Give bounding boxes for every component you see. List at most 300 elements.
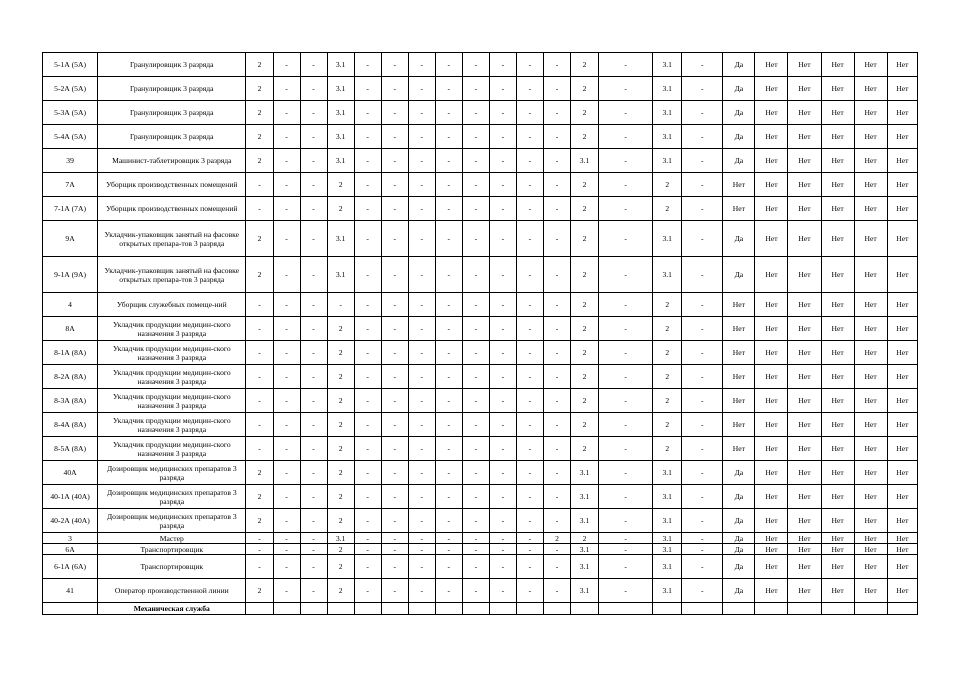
value-cell: Нет bbox=[755, 533, 788, 544]
value-cell: - bbox=[408, 101, 435, 125]
value-cell: 2 bbox=[327, 485, 354, 509]
position-name: Гранулировщик 3 разряда bbox=[98, 101, 246, 125]
value-cell: 2 bbox=[246, 461, 273, 485]
workplace-code: 8-1А (8А) bbox=[43, 341, 98, 365]
value-cell: - bbox=[246, 173, 273, 197]
value-cell: - bbox=[462, 125, 489, 149]
value-cell: 2 bbox=[246, 53, 273, 77]
section-row bbox=[43, 603, 918, 615]
value-cell: - bbox=[435, 293, 462, 317]
value-cell: 3.1 bbox=[653, 77, 682, 101]
value-cell: - bbox=[599, 101, 653, 125]
position-name: Уборщик служебных помеще-ний bbox=[98, 293, 246, 317]
workplace-code: 5-1А (5А) bbox=[43, 53, 98, 77]
value-cell: - bbox=[682, 437, 723, 461]
value-cell bbox=[821, 603, 854, 615]
value-cell: 2 bbox=[327, 389, 354, 413]
value-cell: Нет bbox=[821, 485, 854, 509]
value-cell: Да bbox=[723, 125, 755, 149]
value-cell: Нет bbox=[854, 544, 887, 555]
value-cell: - bbox=[435, 257, 462, 293]
value-cell: 2 bbox=[327, 365, 354, 389]
value-cell: Нет bbox=[821, 101, 854, 125]
value-cell: - bbox=[599, 509, 653, 533]
value-cell: - bbox=[599, 579, 653, 603]
value-cell: - bbox=[381, 125, 408, 149]
value-cell: - bbox=[462, 365, 489, 389]
table-row bbox=[43, 77, 918, 101]
value-cell: - bbox=[381, 257, 408, 293]
value-cell: - bbox=[246, 365, 273, 389]
value-cell: - bbox=[435, 317, 462, 341]
value-cell: 2 bbox=[571, 365, 599, 389]
value-cell: 2 bbox=[653, 197, 682, 221]
value-cell: - bbox=[516, 53, 543, 77]
value-cell: Нет bbox=[788, 533, 821, 544]
value-cell: - bbox=[435, 125, 462, 149]
position-name: Транспортировщик bbox=[98, 555, 246, 579]
value-cell: 2 bbox=[327, 579, 354, 603]
value-cell: - bbox=[273, 293, 300, 317]
workplace-code: 6-1А (6А) bbox=[43, 555, 98, 579]
value-cell: Да bbox=[723, 555, 755, 579]
value-cell: - bbox=[599, 125, 653, 149]
value-cell: - bbox=[516, 533, 543, 544]
value-cell: - bbox=[516, 149, 543, 173]
value-cell: Нет bbox=[887, 579, 917, 603]
value-cell: - bbox=[543, 413, 570, 437]
workplace-code: 4 bbox=[43, 293, 98, 317]
value-cell: - bbox=[408, 125, 435, 149]
value-cell: - bbox=[599, 365, 653, 389]
value-cell: 2 bbox=[246, 221, 273, 257]
value-cell: - bbox=[682, 293, 723, 317]
value-cell: - bbox=[354, 579, 381, 603]
value-cell: 2 bbox=[246, 149, 273, 173]
value-cell: 2 bbox=[571, 533, 599, 544]
value-cell: Нет bbox=[788, 555, 821, 579]
value-cell: - bbox=[599, 485, 653, 509]
value-cell: Нет bbox=[788, 579, 821, 603]
value-cell: - bbox=[599, 257, 653, 293]
value-cell: 2 bbox=[543, 533, 570, 544]
value-cell: Нет bbox=[755, 365, 788, 389]
value-cell: - bbox=[489, 533, 516, 544]
value-cell: Нет bbox=[887, 293, 917, 317]
value-cell: - bbox=[381, 579, 408, 603]
value-cell: 2 bbox=[327, 341, 354, 365]
value-cell: - bbox=[354, 544, 381, 555]
value-cell: - bbox=[300, 413, 327, 437]
workplace-code: 8-3А (8А) bbox=[43, 389, 98, 413]
value-cell: - bbox=[273, 53, 300, 77]
value-cell: - bbox=[489, 544, 516, 555]
value-cell: - bbox=[435, 533, 462, 544]
value-cell: 2 bbox=[571, 53, 599, 77]
value-cell: - bbox=[682, 53, 723, 77]
value-cell: 3.1 bbox=[653, 53, 682, 77]
value-cell: - bbox=[516, 461, 543, 485]
value-cell: Нет bbox=[887, 544, 917, 555]
value-cell: 2 bbox=[653, 413, 682, 437]
value-cell: 2 bbox=[327, 437, 354, 461]
value-cell: 2 bbox=[571, 197, 599, 221]
workplace-code: 3 bbox=[43, 533, 98, 544]
value-cell: - bbox=[516, 77, 543, 101]
value-cell: - bbox=[246, 544, 273, 555]
value-cell: 3.1 bbox=[571, 544, 599, 555]
value-cell: - bbox=[462, 53, 489, 77]
value-cell: - bbox=[543, 389, 570, 413]
value-cell: - bbox=[273, 317, 300, 341]
value-cell: - bbox=[246, 437, 273, 461]
value-cell: - bbox=[273, 341, 300, 365]
value-cell: Нет bbox=[821, 257, 854, 293]
value-cell: Нет bbox=[887, 413, 917, 437]
value-cell: - bbox=[682, 77, 723, 101]
value-cell: 2 bbox=[653, 437, 682, 461]
value-cell: - bbox=[273, 579, 300, 603]
value-cell: Нет bbox=[788, 173, 821, 197]
value-cell: - bbox=[462, 293, 489, 317]
value-cell: - bbox=[300, 509, 327, 533]
value-cell: - bbox=[489, 437, 516, 461]
value-cell: 3.1 bbox=[327, 257, 354, 293]
value-cell: - bbox=[300, 365, 327, 389]
value-cell: - bbox=[300, 101, 327, 125]
position-name: Транспортировщик bbox=[98, 544, 246, 555]
value-cell bbox=[755, 603, 788, 615]
value-cell: Нет bbox=[788, 293, 821, 317]
value-cell: - bbox=[543, 221, 570, 257]
value-cell: Нет bbox=[755, 221, 788, 257]
value-cell: 3.1 bbox=[653, 485, 682, 509]
value-cell: 2 bbox=[571, 341, 599, 365]
value-cell: - bbox=[516, 221, 543, 257]
value-cell bbox=[854, 603, 887, 615]
table-row bbox=[43, 509, 918, 533]
value-cell: - bbox=[381, 197, 408, 221]
value-cell: - bbox=[599, 173, 653, 197]
value-cell bbox=[246, 603, 273, 615]
table-row bbox=[43, 125, 918, 149]
value-cell: - bbox=[273, 509, 300, 533]
value-cell: - bbox=[516, 293, 543, 317]
value-cell: - bbox=[273, 555, 300, 579]
workplace-code: 8-5А (8А) bbox=[43, 437, 98, 461]
value-cell: Нет bbox=[821, 77, 854, 101]
value-cell: 2 bbox=[571, 101, 599, 125]
value-cell: - bbox=[273, 173, 300, 197]
value-cell: - bbox=[273, 485, 300, 509]
value-cell: Нет bbox=[723, 317, 755, 341]
value-cell: Нет bbox=[723, 389, 755, 413]
value-cell: - bbox=[273, 257, 300, 293]
value-cell bbox=[408, 603, 435, 615]
value-cell: Нет bbox=[887, 77, 917, 101]
value-cell: - bbox=[408, 293, 435, 317]
value-cell: 3.1 bbox=[653, 125, 682, 149]
value-cell: Да bbox=[723, 461, 755, 485]
value-cell: - bbox=[489, 485, 516, 509]
value-cell: - bbox=[489, 317, 516, 341]
value-cell: Нет bbox=[788, 413, 821, 437]
value-cell bbox=[653, 603, 682, 615]
value-cell: Нет bbox=[788, 437, 821, 461]
value-cell: - bbox=[354, 317, 381, 341]
value-cell: 3.1 bbox=[653, 555, 682, 579]
value-cell: - bbox=[489, 579, 516, 603]
workplace-code: 40-1А (40А) bbox=[43, 485, 98, 509]
value-cell: - bbox=[381, 533, 408, 544]
value-cell: - bbox=[543, 197, 570, 221]
value-cell: Нет bbox=[788, 197, 821, 221]
position-name: Укладчик продукции медицин-ского назначения 3 разряда bbox=[98, 341, 246, 365]
value-cell: - bbox=[543, 509, 570, 533]
position-name: Уборщик производственных помещений bbox=[98, 173, 246, 197]
value-cell: Нет bbox=[821, 293, 854, 317]
value-cell bbox=[543, 603, 570, 615]
position-name: Уборщик производственных помещений bbox=[98, 197, 246, 221]
position-name: Дозировщик медицинских препаратов 3 разряда bbox=[98, 461, 246, 485]
value-cell: - bbox=[489, 461, 516, 485]
value-cell: - bbox=[435, 101, 462, 125]
value-cell: - bbox=[489, 173, 516, 197]
value-cell: - bbox=[408, 77, 435, 101]
value-cell: Нет bbox=[723, 173, 755, 197]
value-cell: 3.1 bbox=[327, 221, 354, 257]
value-cell: - bbox=[516, 197, 543, 221]
value-cell: Нет bbox=[821, 389, 854, 413]
value-cell: - bbox=[543, 485, 570, 509]
value-cell: - bbox=[273, 544, 300, 555]
value-cell: Нет bbox=[854, 413, 887, 437]
value-cell: Нет bbox=[887, 485, 917, 509]
value-cell: Нет bbox=[854, 579, 887, 603]
position-name: Укладчик продукции медицин-ского назначения 3 разряда bbox=[98, 413, 246, 437]
value-cell: Нет bbox=[755, 53, 788, 77]
value-cell: - bbox=[462, 461, 489, 485]
value-cell: 2 bbox=[246, 77, 273, 101]
position-name: Укладчик продукции медицин-ского назначения 3 разряда bbox=[98, 437, 246, 461]
value-cell: 3.1 bbox=[653, 257, 682, 293]
table-row bbox=[43, 197, 918, 221]
value-cell: 3.1 bbox=[571, 485, 599, 509]
value-cell: - bbox=[381, 413, 408, 437]
value-cell: - bbox=[408, 341, 435, 365]
table-row bbox=[43, 579, 918, 603]
value-cell bbox=[489, 603, 516, 615]
table-row bbox=[43, 413, 918, 437]
value-cell: - bbox=[516, 413, 543, 437]
value-cell: - bbox=[300, 293, 327, 317]
value-cell: - bbox=[381, 437, 408, 461]
value-cell: - bbox=[682, 149, 723, 173]
value-cell: Нет bbox=[887, 461, 917, 485]
value-cell: - bbox=[489, 53, 516, 77]
value-cell: 2 bbox=[246, 579, 273, 603]
value-cell: - bbox=[682, 197, 723, 221]
value-cell: Нет bbox=[821, 579, 854, 603]
value-cell: 2 bbox=[571, 389, 599, 413]
value-cell: - bbox=[435, 365, 462, 389]
value-cell: - bbox=[599, 461, 653, 485]
value-cell: - bbox=[682, 413, 723, 437]
value-cell: Нет bbox=[788, 341, 821, 365]
value-cell: - bbox=[327, 293, 354, 317]
value-cell: Да bbox=[723, 221, 755, 257]
value-cell: 3.1 bbox=[653, 461, 682, 485]
table-row bbox=[43, 221, 918, 257]
value-cell: 3.1 bbox=[571, 509, 599, 533]
value-cell: - bbox=[300, 544, 327, 555]
value-cell: - bbox=[381, 485, 408, 509]
value-cell: 3.1 bbox=[571, 579, 599, 603]
value-cell: Нет bbox=[821, 461, 854, 485]
value-cell: - bbox=[489, 341, 516, 365]
position-name: Гранулировщик 3 разряда bbox=[98, 125, 246, 149]
table-row bbox=[43, 149, 918, 173]
value-cell: - bbox=[516, 101, 543, 125]
position-name: Гранулировщик 3 разряда bbox=[98, 77, 246, 101]
value-cell: - bbox=[273, 365, 300, 389]
value-cell: 3.1 bbox=[653, 579, 682, 603]
value-cell: Нет bbox=[755, 413, 788, 437]
value-cell: Нет bbox=[887, 149, 917, 173]
value-cell: Нет bbox=[854, 437, 887, 461]
value-cell: - bbox=[381, 149, 408, 173]
value-cell: Нет bbox=[755, 173, 788, 197]
value-cell: Нет bbox=[755, 149, 788, 173]
value-cell: 2 bbox=[327, 555, 354, 579]
value-cell: - bbox=[354, 53, 381, 77]
value-cell: - bbox=[246, 533, 273, 544]
value-cell: - bbox=[246, 389, 273, 413]
value-cell: - bbox=[435, 579, 462, 603]
value-cell: - bbox=[599, 413, 653, 437]
value-cell: - bbox=[516, 544, 543, 555]
value-cell: - bbox=[599, 533, 653, 544]
workplace-code: 7-1А (7А) bbox=[43, 197, 98, 221]
value-cell: 3.1 bbox=[571, 555, 599, 579]
value-cell: 3.1 bbox=[327, 77, 354, 101]
value-cell: - bbox=[381, 293, 408, 317]
value-cell: - bbox=[599, 317, 653, 341]
value-cell: Нет bbox=[755, 437, 788, 461]
value-cell: - bbox=[273, 389, 300, 413]
value-cell: Нет bbox=[755, 77, 788, 101]
value-cell: - bbox=[300, 317, 327, 341]
value-cell: Нет bbox=[788, 461, 821, 485]
value-cell: Нет bbox=[854, 317, 887, 341]
value-cell: Нет bbox=[887, 555, 917, 579]
value-cell: 2 bbox=[246, 101, 273, 125]
value-cell: 2 bbox=[653, 341, 682, 365]
value-cell: - bbox=[435, 437, 462, 461]
position-name: Машинист-таблетировщик 3 разряда bbox=[98, 149, 246, 173]
value-cell: - bbox=[273, 149, 300, 173]
value-cell: - bbox=[408, 365, 435, 389]
value-cell: Да bbox=[723, 533, 755, 544]
value-cell: Да bbox=[723, 53, 755, 77]
value-cell: 3.1 bbox=[653, 509, 682, 533]
value-cell: - bbox=[273, 197, 300, 221]
value-cell: Нет bbox=[755, 317, 788, 341]
value-cell: - bbox=[354, 413, 381, 437]
value-cell: Нет bbox=[854, 77, 887, 101]
value-cell: - bbox=[354, 257, 381, 293]
value-cell: - bbox=[489, 389, 516, 413]
value-cell: Нет bbox=[788, 389, 821, 413]
value-cell: - bbox=[408, 461, 435, 485]
value-cell: Нет bbox=[821, 544, 854, 555]
value-cell: - bbox=[543, 173, 570, 197]
workplace-code: 8-4А (8А) bbox=[43, 413, 98, 437]
value-cell: - bbox=[354, 389, 381, 413]
value-cell: - bbox=[354, 197, 381, 221]
value-cell: Нет bbox=[821, 365, 854, 389]
value-cell: Нет bbox=[821, 173, 854, 197]
value-cell: - bbox=[354, 173, 381, 197]
value-cell bbox=[571, 603, 599, 615]
value-cell: - bbox=[682, 365, 723, 389]
value-cell: - bbox=[516, 389, 543, 413]
value-cell: - bbox=[599, 77, 653, 101]
value-cell: - bbox=[408, 389, 435, 413]
value-cell: - bbox=[462, 544, 489, 555]
value-cell: 2 bbox=[246, 125, 273, 149]
value-cell bbox=[788, 603, 821, 615]
value-cell: Нет bbox=[854, 509, 887, 533]
value-cell: - bbox=[381, 77, 408, 101]
position-name: Укладчик-упаковщик занятый на фасовке открытых препара-тов 3 разряда bbox=[98, 257, 246, 293]
value-cell: - bbox=[354, 437, 381, 461]
value-cell: - bbox=[516, 173, 543, 197]
workplace-code: 39 bbox=[43, 149, 98, 173]
value-cell: Нет bbox=[854, 341, 887, 365]
value-cell: - bbox=[408, 533, 435, 544]
value-cell: Нет bbox=[788, 149, 821, 173]
value-cell: 3.1 bbox=[327, 101, 354, 125]
value-cell: Нет bbox=[854, 257, 887, 293]
value-cell: - bbox=[273, 437, 300, 461]
value-cell: Нет bbox=[755, 293, 788, 317]
value-cell: - bbox=[516, 257, 543, 293]
table-row bbox=[43, 173, 918, 197]
workplace-code: 40-2А (40А) bbox=[43, 509, 98, 533]
value-cell: Нет bbox=[755, 544, 788, 555]
value-cell: - bbox=[300, 579, 327, 603]
workplace-code: 5-4А (5А) bbox=[43, 125, 98, 149]
value-cell: Нет bbox=[788, 485, 821, 509]
value-cell: - bbox=[246, 293, 273, 317]
value-cell bbox=[381, 603, 408, 615]
value-cell: Нет bbox=[887, 173, 917, 197]
value-cell: - bbox=[354, 101, 381, 125]
value-cell: - bbox=[599, 437, 653, 461]
value-cell: - bbox=[543, 461, 570, 485]
value-cell: - bbox=[381, 317, 408, 341]
value-cell: Нет bbox=[788, 544, 821, 555]
value-cell: - bbox=[246, 317, 273, 341]
value-cell: Да bbox=[723, 101, 755, 125]
value-cell: - bbox=[516, 365, 543, 389]
value-cell: Нет bbox=[887, 257, 917, 293]
value-cell: - bbox=[408, 437, 435, 461]
value-cell: Нет bbox=[755, 257, 788, 293]
value-cell: - bbox=[408, 53, 435, 77]
value-cell: Нет bbox=[854, 221, 887, 257]
